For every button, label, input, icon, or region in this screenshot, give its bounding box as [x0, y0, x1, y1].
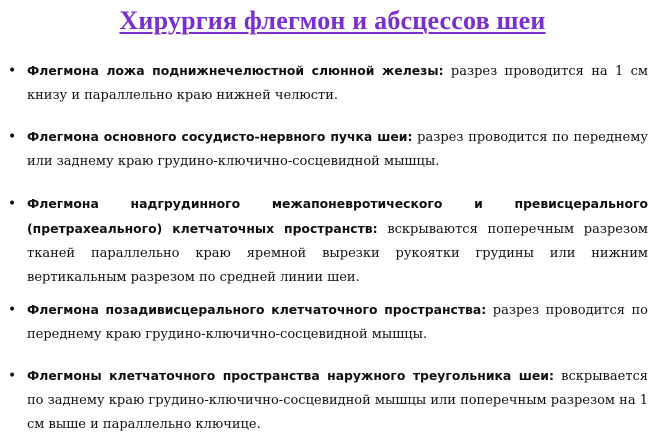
list-item: [8, 298, 648, 347]
bullet-marker: •: [8, 63, 17, 79]
item-description: разрез проводится на 1 см книзу и параллельно краю нижней челюсти.: [27, 64, 649, 103]
item-description: разрез проводится по переднему краю грудино-ключично-сосцевидной мышцы.: [27, 303, 648, 342]
bullet-marker: •: [8, 196, 17, 212]
bullet-marker: •: [8, 302, 17, 318]
item-description: разрез проводится по переднему или заднему краю грудино-ключично-сосцевидной мышцы.: [27, 130, 648, 169]
list-item: [8, 364, 648, 437]
item-term: Флегмона основного сосудисто-нервного пучка шеи:: [27, 129, 413, 144]
item-description: вскрывается по заднему краю грудино-ключично-сосцевидной мышцы или поперечным разрезом на 1 см выше и параллельно ключице.: [27, 369, 648, 432]
item-term: Флегмона позадивисцерального клетчаточного пространства:: [27, 302, 487, 317]
list-item: [8, 125, 648, 174]
list-item: [8, 192, 649, 290]
item-description: вскрываются поперечным разрезом тканей параллельно краю яремной вырезки рукоятки грудины или нижним вертикальным разрезом по средней линии шеи.: [27, 222, 649, 285]
bullet-marker: •: [8, 129, 17, 145]
list-item: [8, 59, 649, 108]
item-term: Флегмона ложа поднижнечелюстной слюнной железы:: [27, 63, 444, 78]
bullet-marker: •: [8, 368, 17, 384]
item-term: Флегмона надгрудинного межапоневротического и превисцерального (претрахеального) клетчаточных пространств:: [27, 196, 648, 236]
page-title: Хирургия флегмон и абсцессов шеи: [119, 6, 546, 35]
item-term: Флегмоны клетчаточного пространства наружного треугольника шеи:: [27, 368, 554, 383]
